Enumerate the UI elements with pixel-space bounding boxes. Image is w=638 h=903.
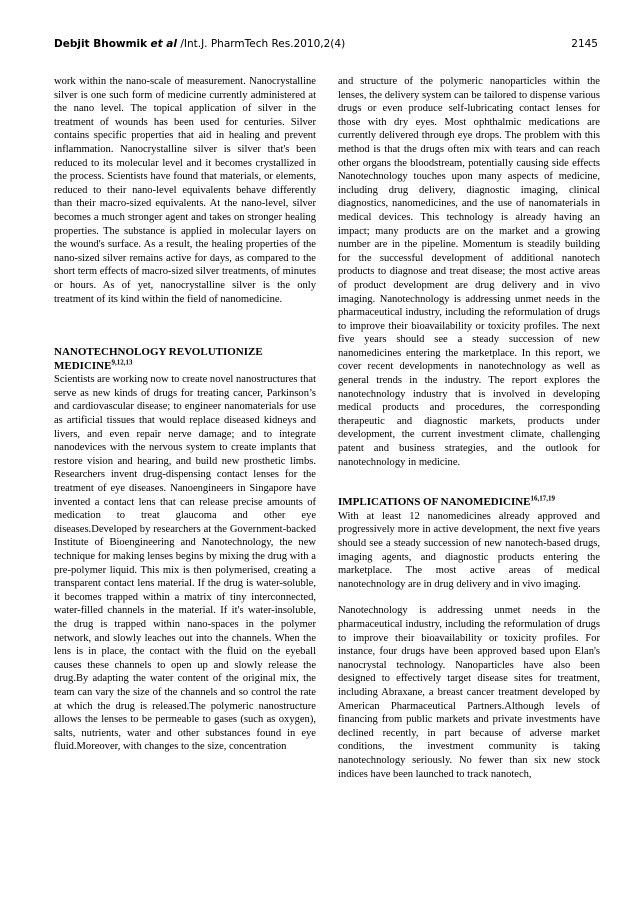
- section-heading-implications: [338, 496, 600, 510]
- paragraph-nanocrystalline-silver: work within the nano-scale of measurement. Nanocrystalline silver is one such form of medicine currently administered at the nano level. The topical application of silver in the treatment of wounds has been used for centuries. Silver contains specific properties that aid in healing and prevent inflammation. Nanocrystalline silver is silver that's been reduced to its molecular level and it becomes crystallized in the process. Scientists have found that materials, or elements, reduced to their nano-level equivalents behave differently than their macro-sized equivalents. At the nano-level, silver becomes a much stronger agent and takes on stronger healing properties. The substance is applied in molecular layers on the wound's surface. As a result, the healing properties of the nano-sized silver remains active for days, as compared to the short term effects of macro-sized silver treatments, of minutes or hours. As of yet, nanocrystalline silver is the only treatment of its kind within the field of nanomedicine.: [54, 76, 316, 305]
- header-etal: et al: [150, 38, 177, 50]
- header-author: Debjit Bhowmik: [54, 38, 148, 50]
- section-heading-revolutionize-medicine: [54, 346, 316, 373]
- paragraph-novel-nanostructures: Scientists are working now to create novel nanostructures that serve as new kinds of drugs for treating cancer, Parkinson’s and cardiovascular disease; to engineer nanomaterials for use as artificial tissues that would replace diseased kidneys and livers, and even repair nerve damage; and to integrate nanodevices with the nervous system to create implants that restore vision and hearing, and build new prosthetic limbs. Researchers invent drug-dispensing contact lenses for the treatment of eye diseases. Nanoengineers in Singapore have invented a contact lens that can release precise amounts of medication to treat glaucoma and other eye diseases.Developed by researchers at the Government-backed Institute of Bioengineering and Nanotechnology, the new technique for making lenses begins by mixing the drug with a pre-polymer liquid. This mix is then polymerised, creating a transparent contact lens material. If the drug is water-soluble, it becomes trapped within a matrix of tiny interconnected, water-filled channels in the material. If it's water-insoluble, the drug is trapped within nano-spaces in the polymer network, and slowly leaches out into the channels. When the lens is in place, the contact with the fluid on the eyeball causes these channels to open up and slowly release the drug.By adapting the water content of the original mix, the team can vary the size of the channels and so control the rate at which the drug is released.The polymeric nanostructure allows the lenses to be permeable to gases (such as oxygen), salts, nutrients, water and other substances found in eye fluid.Moreover, with changes to the size, concentration: [54, 374, 316, 753]
- header-citation: [54, 38, 345, 50]
- right-column: [338, 75, 600, 781]
- heading-text: IMPLICATIONS OF NANOMEDICINE: [338, 496, 531, 509]
- heading-references: 16,17,19: [530, 494, 556, 503]
- paragraph-polymeric-nanoparticles: and structure of the polymeric nanoparticles within the lenses, the delivery system can be tailored to dispense various drugs or even produce self-lubricating contact lenses for those with dry eyes. Most ophthalmic medications are currently delivered through eye drops. The problem with this method is that the drugs often mix with tears and can reach other organs the bloodstream, potentially causing side effects Nanotechnology touches upon many aspects of medicine, including drug delivery, diagnostic imaging, clinical diagnostics, nanomedicines, and the use of nanomaterials in medical devices. This technology is already having an impact; many products are on the market and a growing number are in the pipeline. Momentum is steadily building for the successful development of additional nanotech products to diagnose and treat disease; the most active areas of product development are drug delivery and in vivo imaging. Nanotechnology is addressing unmet needs in the pharmaceutical industry, including the reformulation of drugs to improve their bioavailability or toxicity profiles. The next five years should see a steady succession of new nanomedicines entering the marketplace. In this report, we cover recent developments in nanotechnology as well as general trends in the industry. The report explores the nanotechnology industry that is involved in developing medical products and procedures, the corresponding therapeutic and diagnostic markets, products under development, the current investment climate, challenging patent and business strategies, and the outlook for nanotechnology in medicine.: [338, 76, 600, 468]
- left-column: [54, 75, 316, 754]
- running-header: [54, 38, 598, 54]
- paragraph-unmet-needs: Nanotechnology is addressing unmet needs in the pharmaceutical industry, including the reformulation of drugs to improve their bioavailability or toxicity profiles. For instance, four drugs have been approved based upon Elan's nanocrystal technology. Nanoparticles have also been designed to effectively target disease sites for treatment, including Abraxane, a breast cancer treatment developed by American Pharmaceutical Partners.Although levels of financing from public markets and private investments have declined recently, in part because of adverse market conditions, the investment community is taking nanotechnology seriously. No fewer than six new stock indices have been launched to track nanotech,: [338, 605, 600, 780]
- heading-text: NANOTECHNOLOGY REVOLUTIONIZE MEDICINE: [54, 346, 263, 372]
- heading-references: 9,12,13: [111, 358, 133, 367]
- header-journal: /Int.J. PharmTech Res.2010,2(4): [180, 38, 346, 50]
- page-number: 2145: [571, 38, 598, 50]
- paragraph-approved-nanomedicines: With at least 12 nanomedicines already approved and progressively more in active development, the next five years should see a steady succession of new nanotech-based drugs, imaging agents, and diagnostic products entering the marketplace. The most active areas of medical nanotechnology are in drug delivery and in vivo imaging.: [338, 510, 600, 590]
